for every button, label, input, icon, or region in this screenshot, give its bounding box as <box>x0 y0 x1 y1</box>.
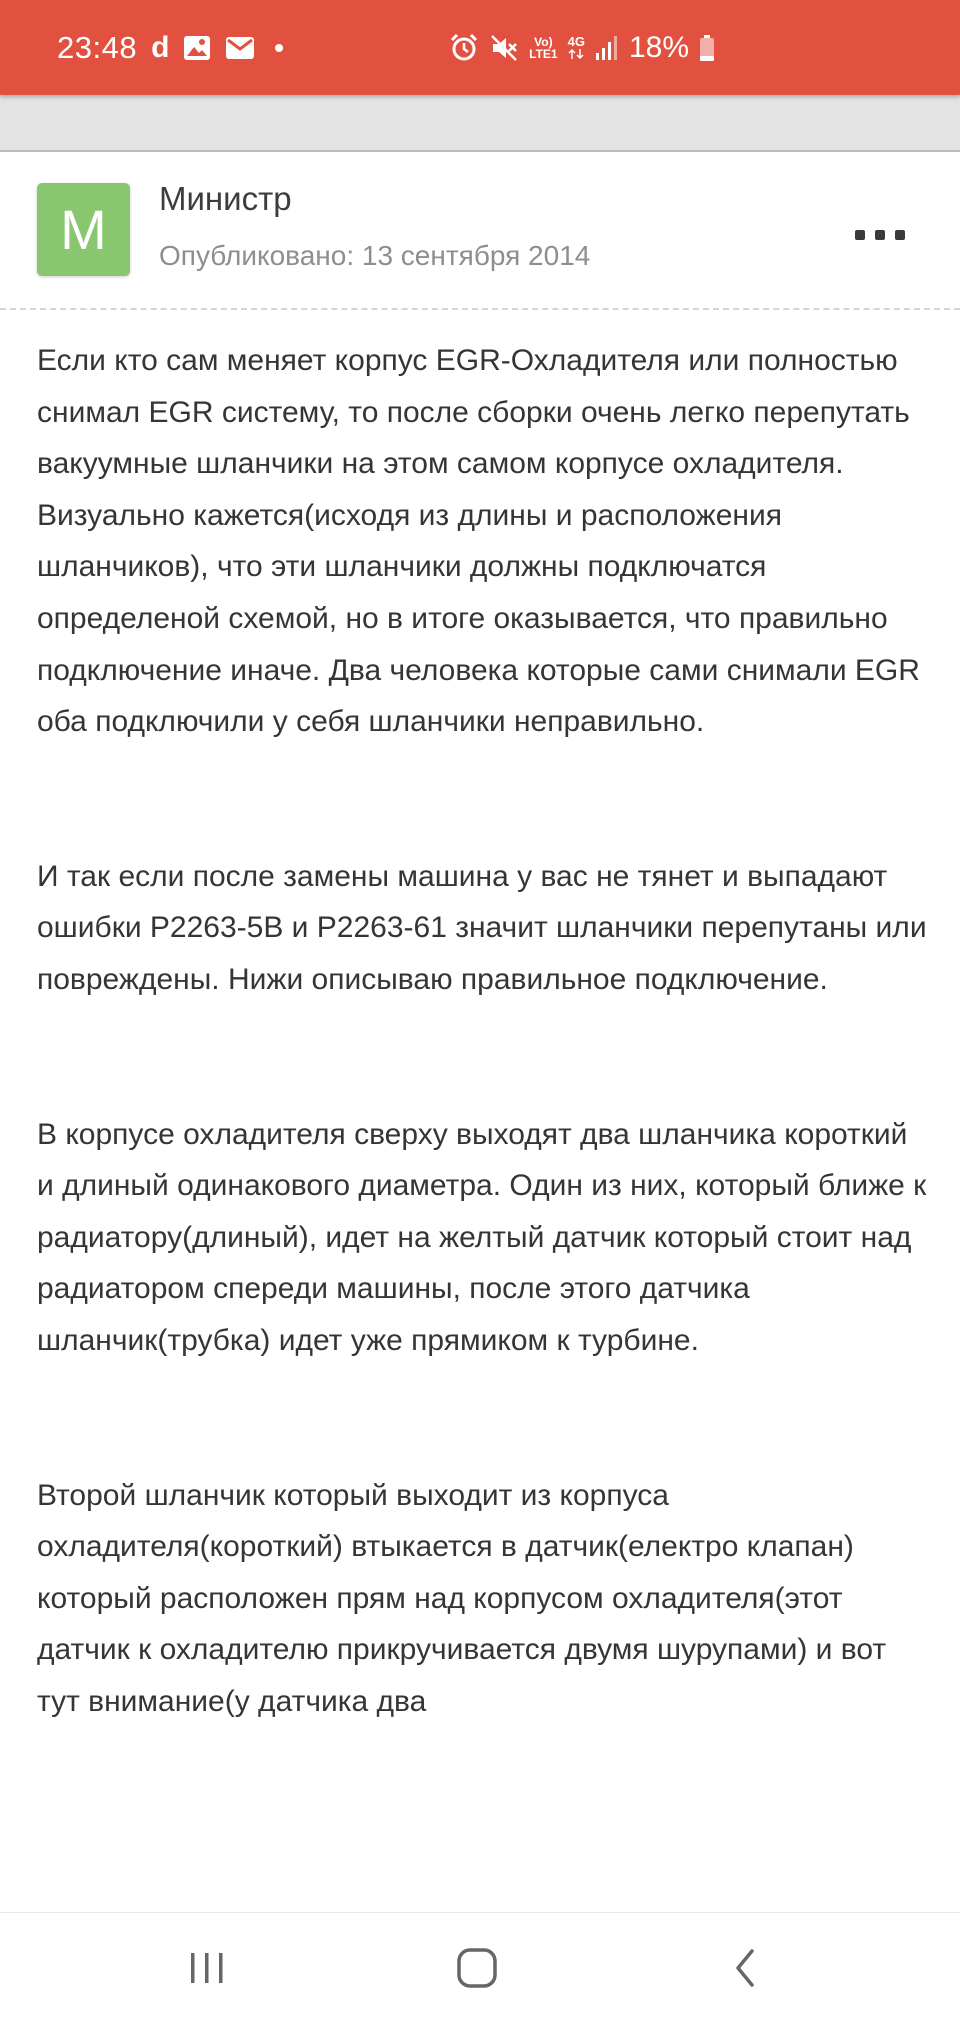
status-bar-left <box>57 0 283 95</box>
back-icon <box>730 1947 760 1989</box>
battery-percentage: 18% <box>628 30 689 64</box>
recents-icon <box>187 1950 227 1986</box>
home-button[interactable] <box>432 1933 522 2003</box>
status-time: 23:48 <box>57 29 138 65</box>
battery-icon <box>699 34 715 62</box>
post-date: Опубликовано: 13 сентября 2014 <box>159 240 591 271</box>
more-notifications-dot <box>275 44 283 52</box>
more-options-icon-dot <box>895 230 905 240</box>
author-name[interactable]: Министр <box>159 180 292 217</box>
more-options-icon-dot <box>875 230 885 240</box>
toolbar-placeholder <box>0 95 960 152</box>
mail-icon <box>225 36 255 60</box>
status-bar <box>0 0 960 95</box>
more-options-icon <box>855 230 865 240</box>
network-type-indicator <box>568 35 585 60</box>
app-notification-icon: d <box>151 30 170 64</box>
system-navigation-bar <box>0 1912 960 2026</box>
volte-label: Vo) <box>534 34 553 49</box>
post-paragraph: Второй шланчик который выходит из корпуса охладителя(короткий) втыкается в датчик(електро клапан) который расположен прям над корпусом охладителя(этот датчик к охладителю прикручивается двумя шурупами) и вот тут внимание(у датчика два <box>37 1478 887 1718</box>
post-paragraph: И так если после замены машина у вас не тянет и выпадают ошибки P2263-5B и P2263-61 значит шланчики перепутаны или повреждены. Нижи описываю правильное подключение. <box>37 859 927 996</box>
network-4g-label: 4G <box>567 34 585 49</box>
volte-indicator <box>529 36 557 60</box>
lte-label: LTE1 <box>529 46 558 61</box>
post-paragraph: Если кто сам меняет корпус EGR-Охладителя или полностью снимал EGR систему, то после сборки очень легко перепутать вакуумные шланчики на этом самом корпусе охладителя. Визуально кажется(исходя из длины и расположения шланчиков), что эти шланчики должны подключатся определеной схемой, но в итоге оказывается, что правильно подключение иначе. Два человека которые сами снимали EGR оба подключили у себя шланчики неправильно. <box>37 344 920 739</box>
gallery-icon <box>183 35 211 61</box>
back-button[interactable] <box>700 1933 790 2003</box>
avatar[interactable]: M <box>37 183 130 276</box>
post-body <box>37 335 927 1910</box>
mute-icon <box>489 33 519 63</box>
status-bar-right <box>449 0 715 95</box>
more-options-button[interactable] <box>855 224 905 246</box>
post-header <box>0 152 960 310</box>
alarm-icon <box>449 33 479 63</box>
signal-icon <box>595 35 619 61</box>
home-icon <box>456 1947 498 1989</box>
recents-button[interactable] <box>162 1933 252 2003</box>
post-paragraph: В корпусе охладителя сверху выходят два шланчика короткий и длиный одинакового диаметра. Один из них, который ближе к радиатору(длиный), идет на желтый датчик который стоит над радиатором спереди машины, после этого датчика шланчик(трубка) идет уже прямиком к турбине. <box>37 1117 927 1357</box>
